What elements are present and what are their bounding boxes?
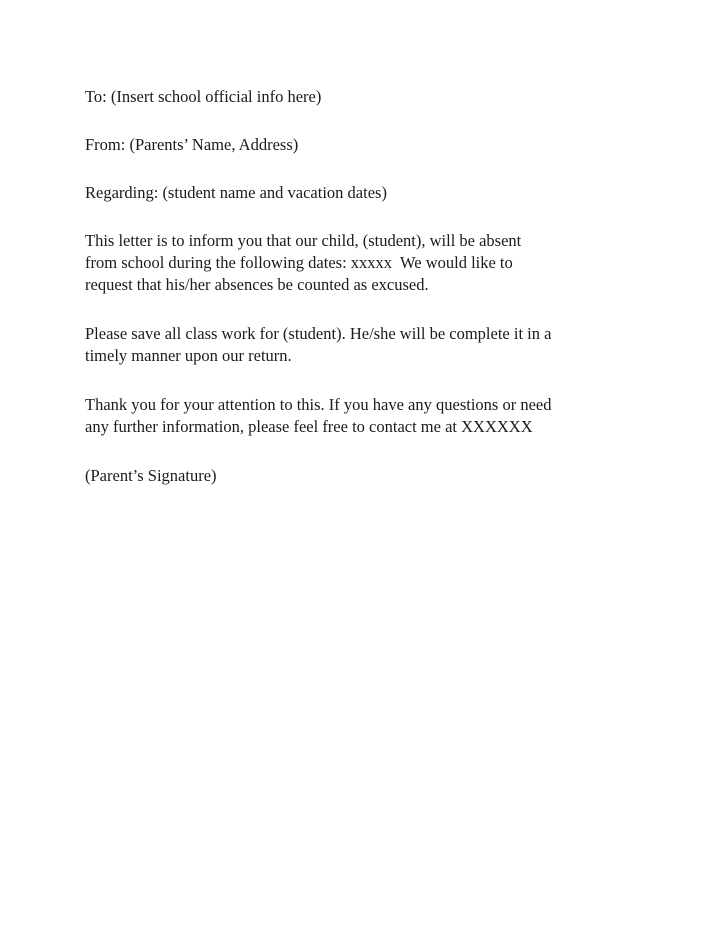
letter-body	[85, 86, 645, 487]
paragraph-absence-notice	[85, 230, 645, 296]
paragraph-thank-you	[85, 394, 645, 438]
paragraph-line: Please save all class work for (student). He/she will be complete it in a	[85, 324, 552, 343]
paragraph-line: request that his/her absences be counted as excused.	[85, 275, 429, 294]
paragraph-line: This letter is to inform you that our child, (student), will be absent	[85, 231, 522, 250]
paragraph-line: from school during the following dates: xxxxx We would like to	[85, 253, 513, 272]
to-line: To: (Insert school official info here)	[85, 87, 322, 106]
signature-line: (Parent’s Signature)	[85, 466, 217, 485]
paragraph-classwork-request	[85, 323, 645, 367]
paragraph-line: any further information, please feel free to contact me at XXXXXX	[85, 417, 533, 436]
paragraph-line: timely manner upon our return.	[85, 346, 292, 365]
regarding-line: Regarding: (student name and vacation dates)	[85, 183, 387, 202]
paragraph-line: Thank you for your attention to this. If you have any questions or need	[85, 395, 552, 414]
from-line: From: (Parents’ Name, Address)	[85, 135, 299, 154]
